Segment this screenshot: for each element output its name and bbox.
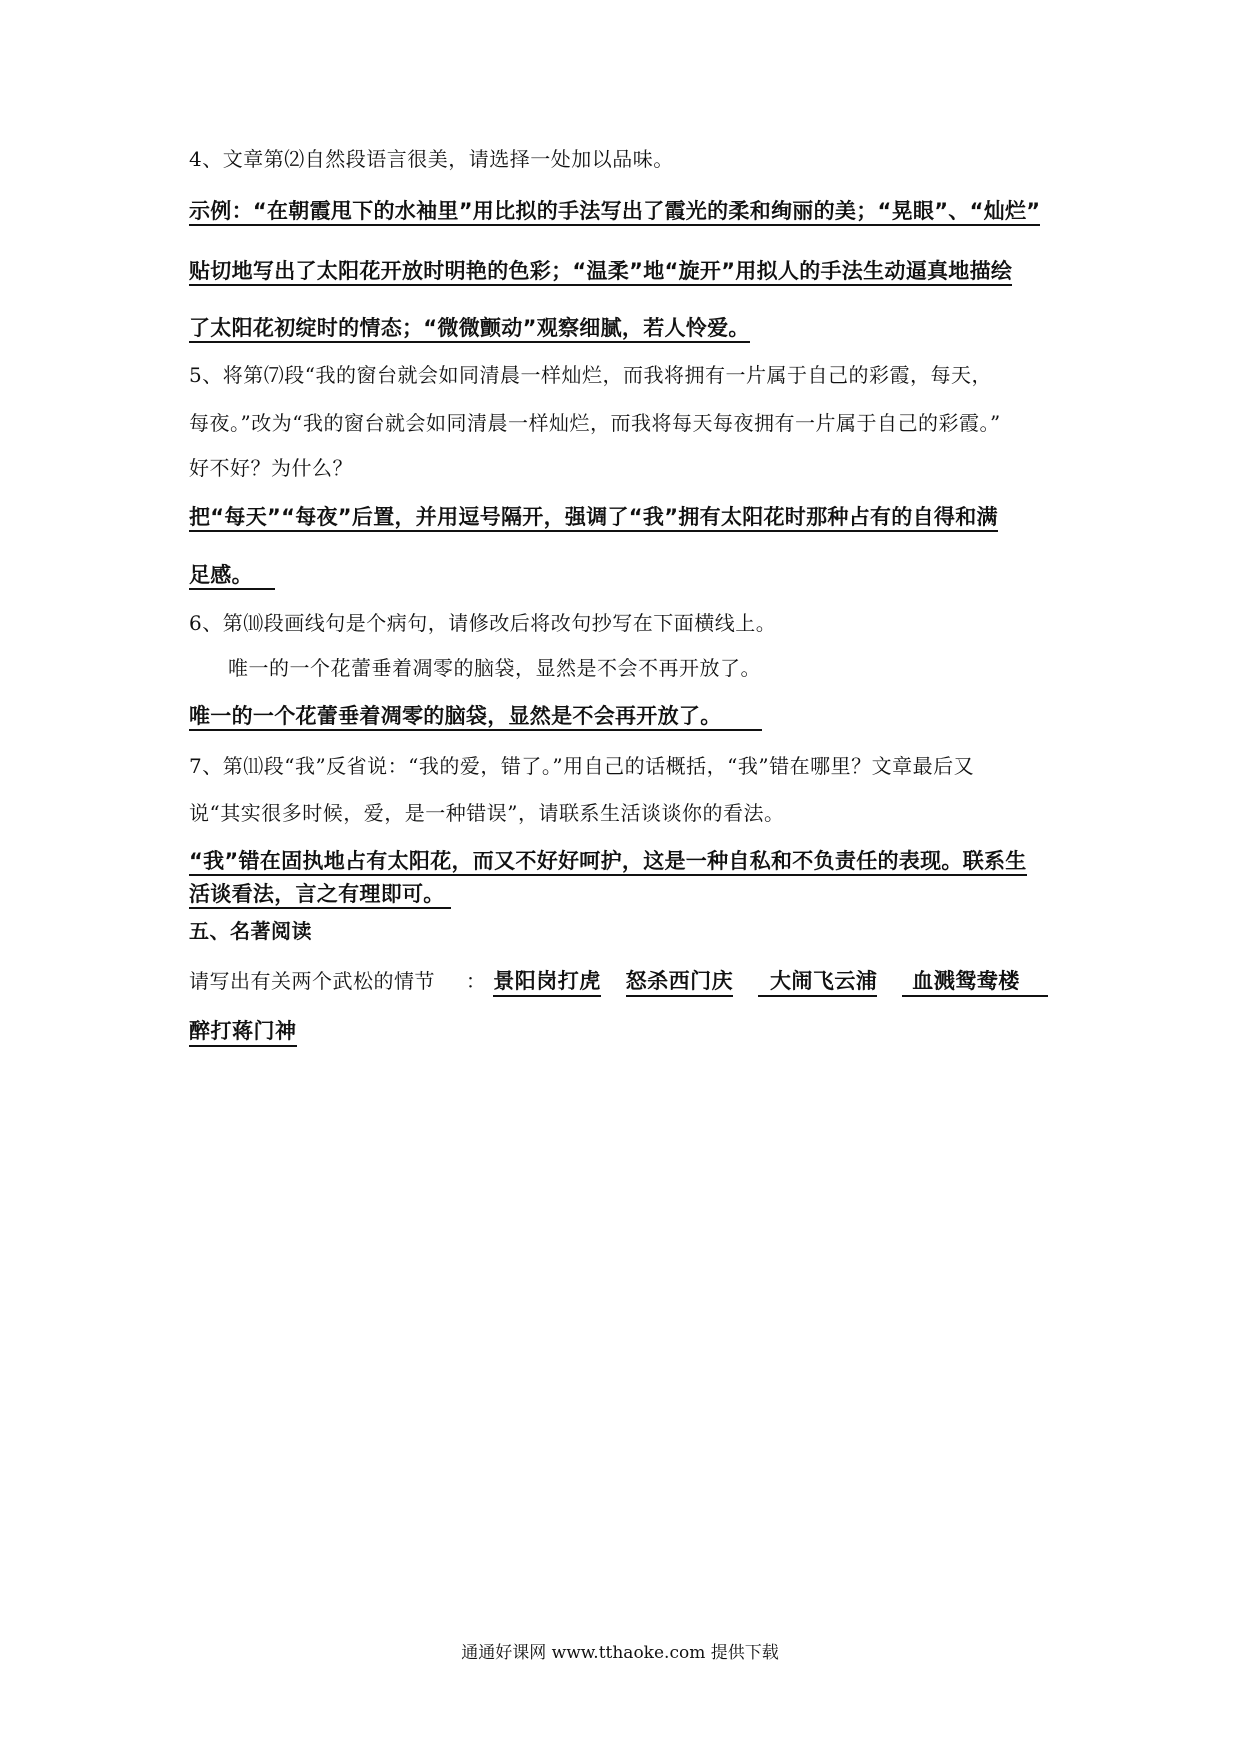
answer-xuejian-yuanyanglou: 血溅鸳鸯楼 xyxy=(902,968,1048,997)
q6-question: 6、第⑽段画线句是个病句，请修改后将改句抄写在下面横线上。 xyxy=(189,611,777,635)
q7-question-line-2: 说“其实很多时候，爱，是一种错误”，请联系生活谈谈你的看法。 xyxy=(189,801,785,825)
q6-sentence: 唯一的一个花蕾垂着凋零的脑袋，显然是不会不再开放了。 xyxy=(228,656,761,680)
page-footer: 通通好课网 www.tthaoke.com 提供下载 xyxy=(461,1643,779,1663)
answer-danao-feiyunpu: 大闹飞云浦 xyxy=(758,968,878,997)
q7-answer-text-1: “我”错在固执地占有太阳花，而又不好好呵护，这是一种自私和不负责任的表现。联系生 xyxy=(189,849,1027,876)
q7-question-line-1: 7、第⑾段“我”反省说：“我的爱，错了。”用自己的话概括，“我”错在哪里？文章最后又 xyxy=(189,754,975,778)
section5-heading: 五、名著阅读 xyxy=(189,919,312,943)
section5-answer-line-2 xyxy=(189,1018,297,1047)
q4-question: 4、文章第⑵自然段语言很美，请选择一处加以品味。 xyxy=(189,147,674,171)
q7-answer-text-2: 活谈看法，言之有理即可。 xyxy=(189,882,451,909)
answer-zuida-jiangmenshen: 醉打蒋门神 xyxy=(189,1018,297,1047)
q4-answer-text-2: 贴切地写出了太阳花开放时明艳的色彩；“温柔”地“旋开”用拟人的手法生动逼真地描绘 xyxy=(189,259,1012,286)
q4-answer-line-3 xyxy=(189,315,750,341)
q4-answer-line-2 xyxy=(189,258,1012,284)
q5-answer-line-1 xyxy=(189,504,998,530)
q5-answer-line-2 xyxy=(189,562,275,588)
q5-answer-text-1: 把“每天”“每夜”后置，并用逗号隔开，强调了“我”拥有太阳花时那种占有的自得和满 xyxy=(189,505,998,532)
answer-nusha-ximenqing: 怒杀西门庆 xyxy=(626,968,734,997)
answer-jingyanggang: 景阳岗打虎 xyxy=(493,968,601,997)
q5-answer-text-2: 足感。 xyxy=(189,563,275,590)
q5-question-line-2: 每夜。”改为“我的窗台就会如同清晨一样灿烂，而我将每天每夜拥有一片属于自己的彩霞。” xyxy=(189,411,1001,435)
q5-question-line-3: 好不好？为什么？ xyxy=(189,456,353,480)
q4-answer-line-1 xyxy=(189,198,1040,224)
section5-colon: ： xyxy=(465,969,487,993)
q5-question-line-1: 5、将第⑺段“我的窗台就会如同清晨一样灿烂，而我将拥有一片属于自己的彩霞，每天， xyxy=(189,363,992,387)
q7-answer-line-1 xyxy=(189,848,1027,874)
q7-answer-line-2 xyxy=(189,881,451,907)
section5-prompt: 请写出有关两个武松的情节 xyxy=(189,969,435,993)
q6-answer-line xyxy=(189,703,762,729)
q4-answer-text-3: 了太阳花初绽时的情态；“微微颤动”观察细腻，若人怜爱。 xyxy=(189,316,750,343)
section5-prompt-line xyxy=(189,968,1048,997)
q6-answer-text: 唯一的一个花蕾垂着凋零的脑袋，显然是不会再开放了。 xyxy=(189,704,762,731)
q4-answer-text-1: 示例：“在朝霞甩下的水袖里”用比拟的手法写出了霞光的柔和绚丽的美；“晃眼”、“灿烂” xyxy=(189,199,1040,226)
